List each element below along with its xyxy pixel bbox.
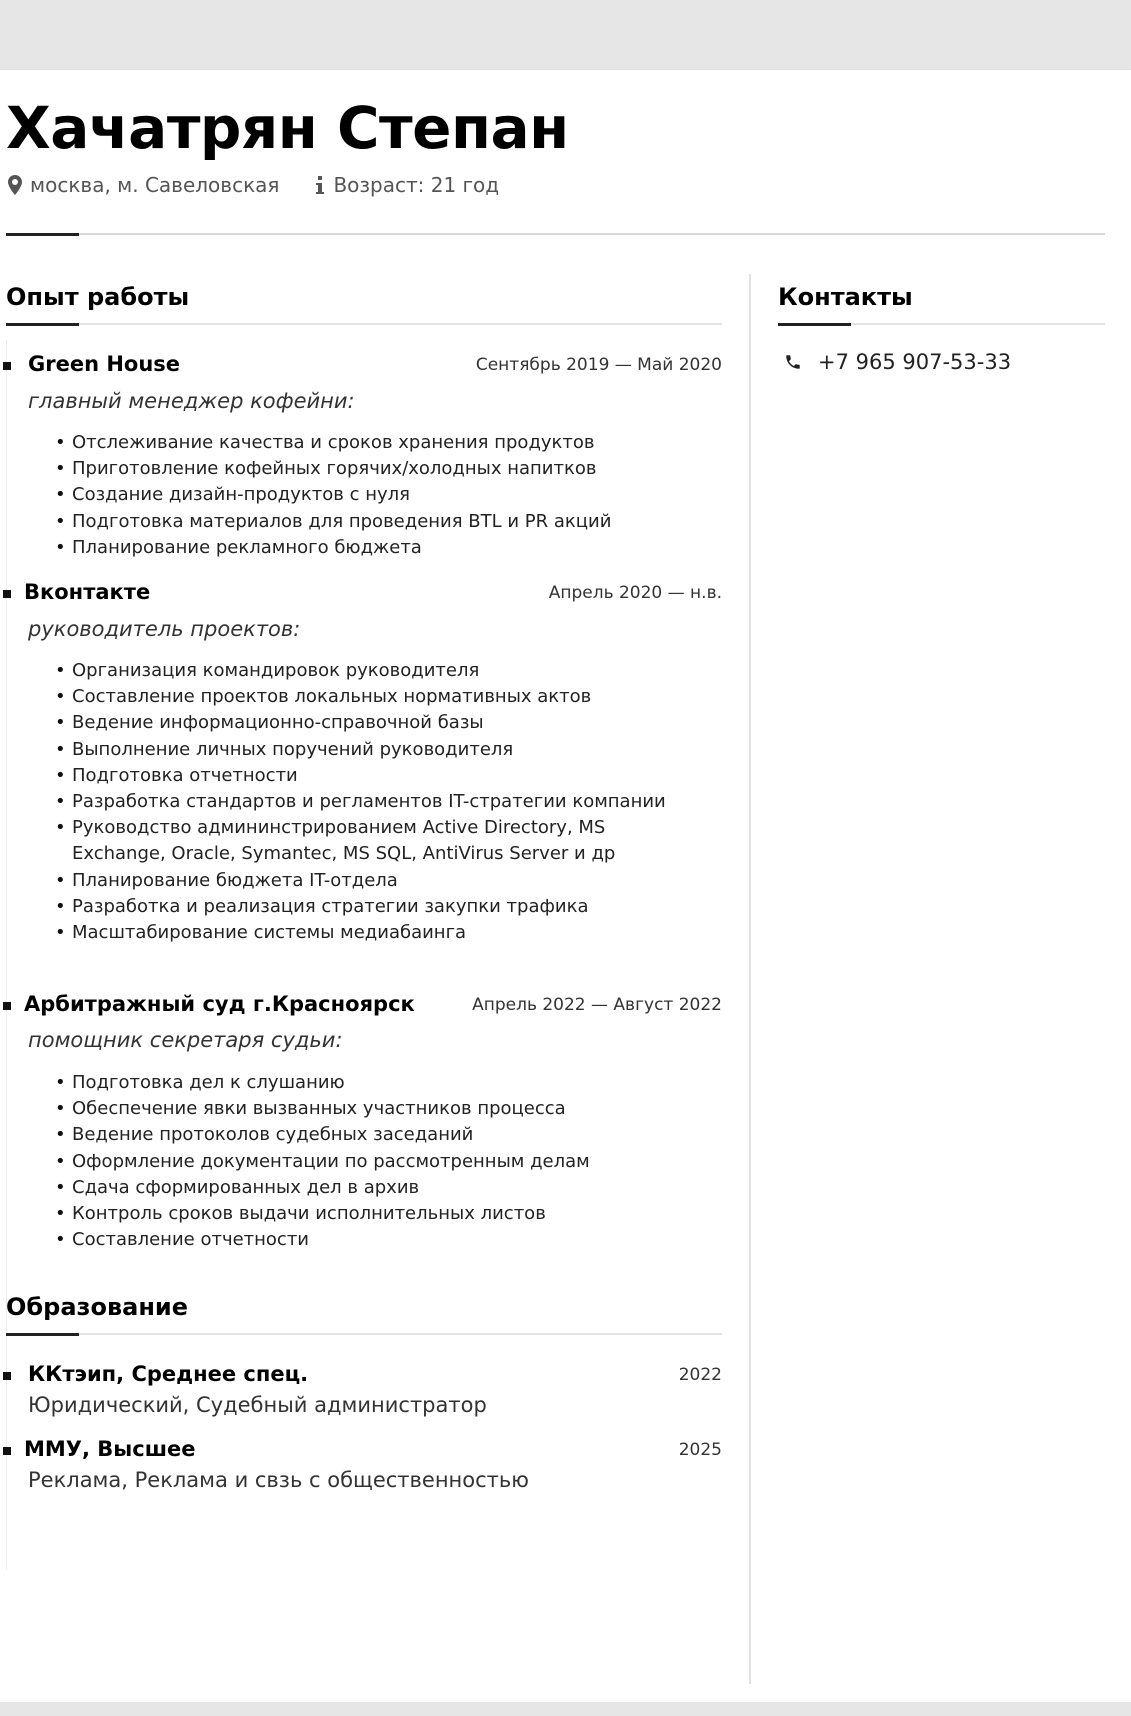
- duty-item: • Ведение протоколов судебных заседаний: [55, 1122, 590, 1148]
- education-header: [0, 1362, 722, 1392]
- duty-item: • Планирование бюджета IT-отдела: [55, 868, 695, 894]
- job-header: [0, 352, 722, 382]
- age: [315, 173, 499, 197]
- phone-icon: [784, 353, 802, 371]
- education-bullet: [3, 1447, 11, 1455]
- education-bullet: [3, 1372, 11, 1380]
- job-duties: [55, 430, 611, 561]
- job-period: Апрель 2020 — н.в.: [548, 583, 722, 603]
- education-rule-accent: [6, 1333, 79, 1336]
- duty-item: • Отслеживание качества и сроков хранения продуктов: [55, 430, 611, 456]
- duty-item: • Разработка и реализация стратегии закупки трафика: [55, 894, 695, 920]
- header-divider: [6, 233, 1105, 235]
- education-header: [0, 1437, 722, 1467]
- job-bullet: [3, 362, 11, 370]
- contact-phone[interactable]: [784, 350, 1011, 374]
- job-vkontakte: [0, 580, 722, 944]
- duty-item: • Приготовление кофейных горячих/холодных напитков: [55, 456, 611, 482]
- location: [8, 173, 279, 197]
- education-year: 2025: [678, 1440, 722, 1460]
- bottom-bar: [0, 1702, 1131, 1716]
- location-text: москва, м. Савеловская: [30, 173, 280, 197]
- education-school: ККтэип, Среднее спец.: [28, 1362, 309, 1386]
- duty-item: • Организация командировок руководителя: [55, 658, 695, 684]
- education-item: [0, 1362, 722, 1417]
- experience-rule: [6, 323, 722, 325]
- job-company: Green House: [28, 352, 181, 376]
- duty-item: • Планирование рекламного бюджета: [55, 535, 611, 561]
- duty-item: • Составление отчетности: [55, 1227, 590, 1253]
- job-company: Вконтакте: [24, 580, 151, 604]
- job-bullet: [3, 590, 11, 598]
- job-green-house: [0, 352, 722, 558]
- job-bullet: [3, 1002, 11, 1010]
- duty-item: • Выполнение личных поручений руководителя: [55, 737, 695, 763]
- experience-title: Опыт работы: [6, 283, 190, 311]
- duty-item: • Оформление документации по рассмотренным делам: [55, 1149, 590, 1175]
- header-divider-accent: [6, 233, 79, 236]
- job-arbitration-court: [0, 992, 722, 1251]
- job-duties: [55, 658, 695, 946]
- map-pin-icon: [8, 175, 22, 195]
- contacts-rule-accent: [778, 323, 851, 326]
- duty-item: • Сдача сформированных дел в архив: [55, 1175, 590, 1201]
- education-year: 2022: [678, 1365, 722, 1385]
- job-duties: [55, 1070, 590, 1253]
- info-icon: [315, 175, 325, 195]
- contacts-title: Контакты: [778, 283, 913, 311]
- resume-page: [0, 70, 1131, 1702]
- job-period: Сентябрь 2019 — Май 2020: [475, 355, 722, 375]
- duty-item: • Обеспечение явки вызванных участников процесса: [55, 1096, 590, 1122]
- duty-item: • Подготовка отчетности: [55, 763, 695, 789]
- education-school: МMУ, Высшее: [24, 1437, 196, 1461]
- education-title: Образование: [6, 1293, 189, 1321]
- duty-item: • Руководство админинстрированием Active Directory, MS Exchange, Oracle, Symantec, MS SQL, AntiVirus Server и др: [55, 815, 695, 867]
- job-header: [0, 580, 722, 610]
- duty-item: • Разработка стандартов и регламентов IT-стратегии компании: [55, 789, 695, 815]
- candidate-name: Хачатрян Степан: [6, 94, 569, 162]
- education-detail: Юридический, Судебный администратор: [28, 1393, 487, 1417]
- duty-item: • Составление проектов локальных нормативных актов: [55, 684, 695, 710]
- job-period: Апрель 2022 — Август 2022: [472, 995, 722, 1015]
- duty-item: • Подготовка дел к слушанию: [55, 1070, 590, 1096]
- experience-rule-accent: [6, 323, 79, 326]
- education-detail: Реклама, Реклама и свзь с общественностью: [28, 1468, 529, 1492]
- candidate-meta: [8, 170, 535, 200]
- duty-item: • Контроль сроков выдачи исполнительных листов: [55, 1201, 590, 1227]
- job-header: [0, 992, 722, 1022]
- job-role: руководитель проектов:: [28, 617, 301, 641]
- duty-item: • Создание дизайн-продуктов с нуля: [55, 482, 611, 508]
- education-item: [0, 1437, 722, 1492]
- duty-item: • Подготовка материалов для проведения BTL и PR акций: [55, 509, 611, 535]
- duty-item: • Ведение информационно-справочной базы: [55, 710, 695, 736]
- column-divider: [749, 274, 751, 1684]
- top-bar: [0, 0, 1131, 70]
- education-rule: [6, 1333, 722, 1335]
- phone-number[interactable]: +7 965 907-53-33: [818, 350, 1012, 374]
- duty-item: • Масштабирование системы медиабаинга: [55, 920, 695, 946]
- job-role: главный менеджер кофейни:: [28, 389, 355, 413]
- job-company: Арбитражный суд г.Красноярск: [24, 992, 415, 1016]
- age-text: Возраст: 21 год: [333, 173, 500, 197]
- job-role: помощник секретаря судьи:: [28, 1028, 343, 1052]
